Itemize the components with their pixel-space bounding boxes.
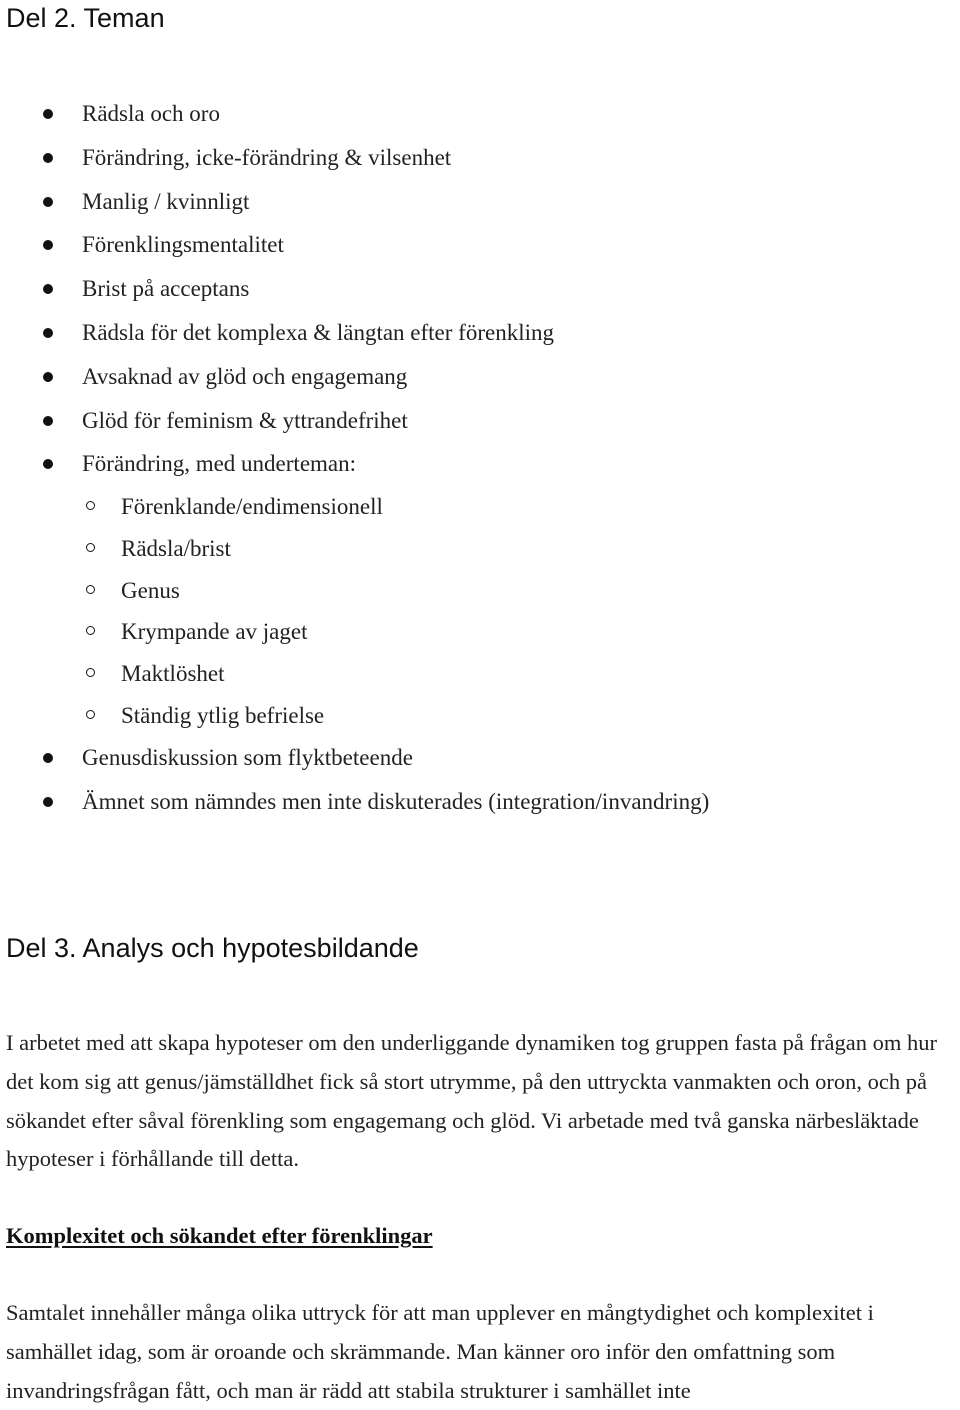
filled-bullet-icon <box>43 284 53 294</box>
subtheme-list-item <box>0 611 960 653</box>
subtheme-label: Maktlöshet <box>121 660 225 686</box>
theme-list-item <box>0 311 960 355</box>
hollow-bullet-icon <box>86 668 95 677</box>
theme-label: Rädsla för det komplexa & längtan efter förenkling <box>82 319 554 345</box>
theme-list-item <box>0 267 960 311</box>
filled-bullet-icon <box>43 372 53 382</box>
theme-label: Förenklingsmentalitet <box>82 232 284 258</box>
section-2-heading: Del 2. Teman <box>6 3 165 33</box>
theme-label: Ämnet som nämndes men inte diskuterades (integration/invandring) <box>82 789 710 815</box>
subtheme-list-item <box>0 486 960 528</box>
theme-list-item <box>0 399 960 443</box>
theme-list-item <box>0 355 960 399</box>
theme-label: Genusdiskussion som flyktbeteende <box>82 745 413 771</box>
filled-bullet-icon <box>43 197 53 207</box>
theme-list-item <box>0 780 960 824</box>
theme-list-item <box>0 92 960 136</box>
section-3-heading: Del 3. Analys och hypotesbildande <box>6 933 419 963</box>
filled-bullet-icon <box>43 797 53 807</box>
theme-list-item <box>0 442 960 486</box>
theme-list-item <box>0 136 960 180</box>
subtheme-list-item <box>0 528 960 570</box>
theme-label: Rädsla och oro <box>82 101 220 126</box>
theme-list-item <box>0 180 960 224</box>
filled-bullet-icon <box>43 459 53 469</box>
theme-label: Brist på acceptans <box>82 276 250 302</box>
filled-bullet-icon <box>43 153 53 163</box>
hollow-bullet-icon <box>86 626 95 635</box>
hollow-bullet-icon <box>86 501 95 510</box>
subtheme-list-item <box>0 695 960 737</box>
complexity-subheading: Komplexitet och sökandet efter förenklingar <box>6 1223 433 1248</box>
subtheme-list-item <box>0 653 960 695</box>
complexity-paragraph: Samtalet innehåller många olika uttryck för att man upplever en mångtydighet och komplexitet i samhället idag, som är oroande och skrämmande. Man känner oro inför den omfattning som invandringsfrågan fått, och man är rädd att stabila strukturer i samhället inte <box>6 1300 874 1403</box>
hollow-bullet-icon <box>86 585 95 594</box>
theme-label: Förändring, med underteman: <box>82 451 357 477</box>
theme-list-item <box>0 736 960 780</box>
subtheme-label: Förenklande/endimensionell <box>121 494 383 520</box>
hollow-bullet-icon <box>86 710 95 719</box>
hollow-bullet-icon <box>86 543 95 552</box>
subtheme-label: Rädsla/brist <box>121 535 231 561</box>
filled-bullet-icon <box>43 328 53 338</box>
theme-label: Förändring, icke-förändring & vilsenhet <box>82 144 452 170</box>
subtheme-label: Genus <box>121 577 180 603</box>
theme-label: Manlig / kvinnligt <box>82 188 250 214</box>
subtheme-label: Ständig ytlig befrielse <box>121 702 325 728</box>
analysis-paragraph: I arbetet med att skapa hypoteser om den underliggande dynamiken tog gruppen fasta på frågan om hur det kom sig att genus/jämställdhet fick så stort utrymme, på den uttryckta vanmakten och oron, och på sökandet efter såval förenkling som engagemang och glöd. Vi arbetade med två ganska närbesläktade hypoteser i förhållande till detta. <box>6 1030 937 1172</box>
theme-label: Glöd för feminism & yttrandefrihet <box>82 407 408 433</box>
subtheme-label: Krympande av jaget <box>121 619 308 645</box>
filled-bullet-icon <box>43 240 53 250</box>
theme-label: Avsaknad av glöd och engagemang <box>82 363 408 389</box>
themes-list <box>0 92 960 824</box>
filled-bullet-icon <box>43 753 53 763</box>
subtheme-list-item <box>0 570 960 612</box>
filled-bullet-icon <box>43 416 53 426</box>
theme-list-item <box>0 223 960 267</box>
filled-bullet-icon <box>43 109 53 119</box>
